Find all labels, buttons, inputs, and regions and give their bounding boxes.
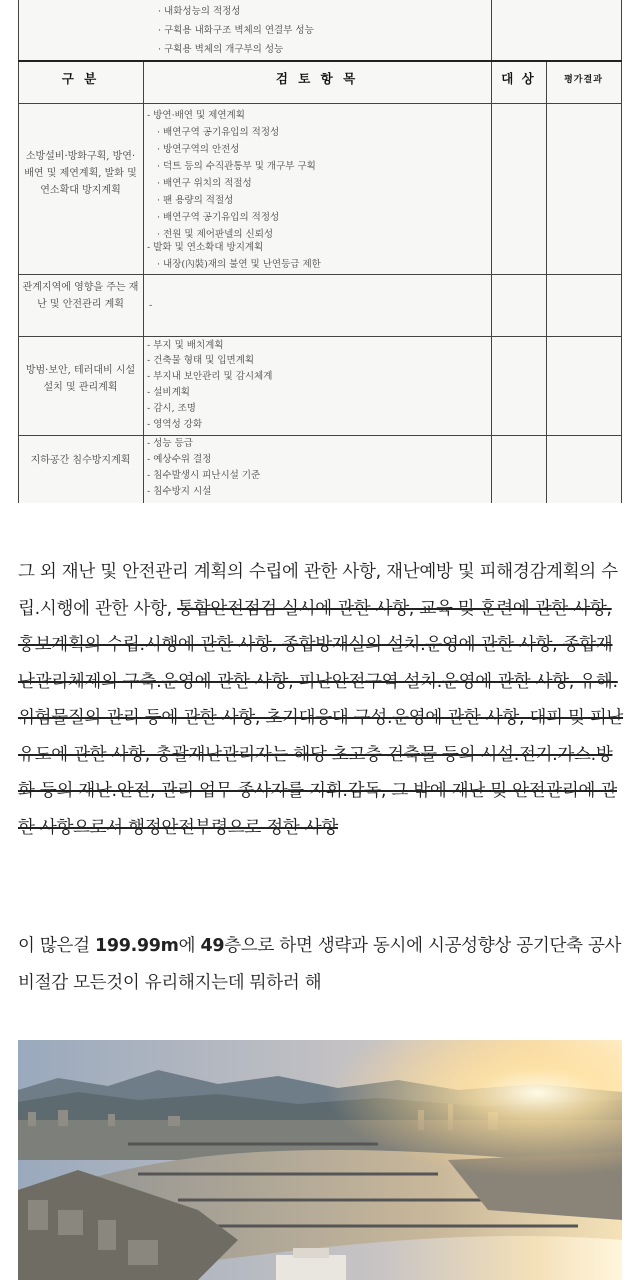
floor-count: 49 bbox=[200, 936, 225, 956]
row-item: - 감시, 조명 bbox=[147, 403, 196, 414]
row-item: - 방연·배연 및 제연계획 bbox=[147, 110, 245, 121]
row-item: - 설비계획 bbox=[147, 387, 190, 398]
row-item: · 배연구 위치의 적절성 bbox=[157, 178, 252, 189]
row-category: 관계지역에 영향을 주는 재난 및 안전관리 계획 bbox=[22, 282, 139, 310]
cityscape-image bbox=[18, 1040, 622, 1280]
regulation-paragraph bbox=[18, 554, 626, 846]
header-target: 대 상 bbox=[501, 71, 536, 86]
top-item: · 구획용 벽체의 개구부의 성능 bbox=[158, 44, 284, 55]
row-item: - 건축물 형태 및 입면계획 bbox=[147, 355, 255, 366]
row-item: - 침수발생시 피난시설 기준 bbox=[147, 470, 261, 481]
header-category: 구 분 bbox=[61, 71, 100, 86]
row-category: 방범·보안, 테러대비 시설설치 및 관리계획 bbox=[25, 365, 136, 393]
header-result: 평가결과 bbox=[564, 75, 603, 85]
row-category: 소방설비·방화구획, 방연·배연 및 제연계획, 발화 및 연소확대 방지계획 bbox=[24, 151, 137, 196]
regulation-table-scan bbox=[18, 0, 622, 503]
header-review-items: 검 토 항 목 bbox=[275, 71, 359, 86]
row-item: · 배연구역 공기유입의 적정성 bbox=[157, 212, 280, 223]
building-height: 199.99m bbox=[94, 936, 179, 956]
row-category: 지하공간 침수방지계획 bbox=[30, 455, 131, 466]
row-item: · 내장(內裝)재의 불연 및 난연등급 제한 bbox=[157, 259, 321, 270]
row-item: - 부지내 보안관리 및 감시체계 bbox=[147, 371, 273, 382]
han-river-sunset-photo bbox=[18, 1040, 622, 1280]
row-item: - 영역성 강화 bbox=[147, 419, 203, 430]
row-item: · 팬 용량의 적절성 bbox=[157, 195, 234, 206]
row-item: · 전원 및 제어판넬의 신뢰성 bbox=[157, 229, 274, 240]
row-item: - 예상수위 결정 bbox=[147, 454, 212, 465]
row-item: - 성능 등급 bbox=[147, 438, 193, 449]
top-item: · 구획용 내화구조 벽체의 연결부 성능 bbox=[158, 25, 314, 36]
comment-text-2: 에 bbox=[178, 936, 201, 956]
row-item: - 발화 및 연소확대 방지계획 bbox=[147, 242, 264, 253]
top-item: · 내화성능의 적정성 bbox=[158, 6, 241, 17]
row-item: · 덕트 등의 수직관통부 및 개구부 구획 bbox=[157, 161, 316, 172]
row-item: - 부지 및 배치계획 bbox=[147, 340, 224, 351]
comment-text-3: 층으로 하면 생략과 동시에 시공성향상 공기단축 공사비절감 모든것이 유리해지는데 뭐하러 해 bbox=[18, 936, 622, 993]
row-item: · 방연구역의 안전성 bbox=[157, 144, 240, 155]
row-item: - bbox=[149, 300, 153, 311]
row-item: - 침수방지 시설 bbox=[147, 486, 212, 497]
comment-paragraph bbox=[18, 928, 626, 1001]
paragraph-struck-text: 통합안전점검 실시에 관한 사항, 교육 및 훈련에 관한 사항, 홍보계획의 수립.시행에 관한 사항, 종합방재실의 설치.운영에 관한 사항, 종합재난관리체제의 구축.운영에 관한 사항, 피난안전구역 설치.운영에 관한 사항, 유해.위험물질의 관리 등에 관한 사항, 초기대응대 구성.운영에 관한 사항, 대피 및 피난유도에 관한 사항, 총괄재난관리자는 해당 초고층 건축물 등의 시설.전기.가스.방화 등의 재난.안전, 관리 업무 종사자를 지휘.감독, 그 밖에 재난 및 안전관리에 관한 사항으로서 행정안전부령으로 정한 사항 bbox=[18, 598, 624, 838]
row-item: · 배연구역 공기유입의 적정성 bbox=[157, 127, 280, 138]
comment-text-1: 이 많은걸 bbox=[18, 936, 95, 956]
paragraph-plain-text: 그 외 재난 및 안전관리 계획의 수립에 관한 사항, 재난예방 및 피해경감계획의 수립.시행에 관한 사항, bbox=[18, 562, 618, 619]
